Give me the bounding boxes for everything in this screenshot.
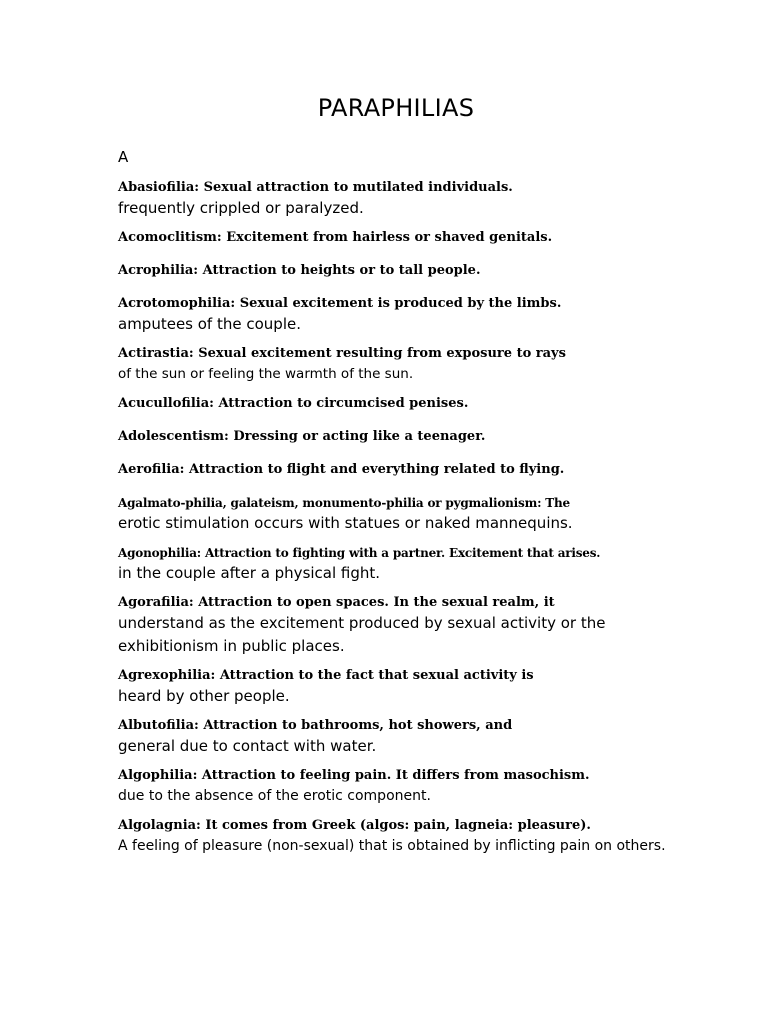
- entry-term: Acrophilia: Attraction to heights or to tall people.: [118, 263, 481, 278]
- entry-term: Actirastia: Sexual excitement resulting from exposure to rays: [118, 346, 566, 361]
- list-item: [118, 395, 718, 413]
- list-item: [118, 179, 718, 220]
- entry-description: understand as the excitement produced by sexual activity or the: [118, 614, 606, 632]
- entry-term: Acucullofilia: Attraction to circumcised penises.: [118, 396, 469, 411]
- entry-term: Aerofilia: Attraction to flight and everything related to flying.: [118, 462, 565, 477]
- entry-list: [118, 179, 718, 867]
- entry-description: frequently crippled or paralyzed.: [118, 199, 364, 217]
- entry-term: Agalmato-philia, galateism, monumento-philia or pygmalionism: The: [118, 496, 570, 510]
- section-letter: A: [118, 148, 129, 166]
- list-item: [118, 667, 718, 708]
- entry-description: due to the absence of the erotic component.: [118, 788, 431, 804]
- entry-description: A feeling of pleasure (non-sexual) that is obtained by inflicting pain on others.: [118, 838, 666, 854]
- list-item: [118, 461, 718, 479]
- entry-term: Albutofilia: Attraction to bathrooms, hot showers, and: [118, 718, 513, 733]
- entry-term: Abasiofilia: Sexual attraction to mutilated individuals.: [118, 180, 513, 195]
- entry-term: Acrotomophilia: Sexual excitement is produced by the limbs.: [118, 296, 562, 311]
- list-item: [118, 229, 718, 247]
- entry-term: Algolagnia: It comes from Greek (algos: pain, lagneia: pleasure).: [118, 818, 591, 833]
- entry-description: of the sun or feeling the warmth of the sun.: [118, 366, 414, 382]
- list-item: [118, 717, 718, 758]
- entry-description: general due to contact with water.: [118, 737, 377, 755]
- entry-term: Agrexophilia: Attraction to the fact that sexual activity is: [118, 668, 534, 683]
- list-item: [118, 594, 718, 658]
- entry-term: Adolescentism: Dressing or acting like a teenager.: [118, 429, 486, 444]
- list-item: [118, 345, 718, 386]
- list-item: [118, 262, 718, 280]
- entry-description-continued: exhibitionism in public places.: [118, 637, 345, 655]
- list-item: [118, 544, 718, 585]
- entry-term: Acomoclitism: Excitement from hairless or shaved genitals.: [118, 230, 553, 245]
- entry-term: Agorafilia: Attraction to open spaces. In the sexual realm, it: [118, 595, 555, 610]
- entry-description: amputees of the couple.: [118, 315, 301, 333]
- list-item: [118, 494, 718, 535]
- document-title: PARAPHILIAS: [317, 94, 475, 122]
- entry-description: erotic stimulation occurs with statues or naked mannequins.: [118, 514, 573, 532]
- list-item: [118, 428, 718, 446]
- list-item: [118, 767, 718, 808]
- entry-description: heard by other people.: [118, 687, 290, 705]
- list-item: [118, 817, 718, 858]
- list-item: [118, 295, 718, 336]
- entry-description: in the couple after a physical fight.: [118, 564, 381, 582]
- entry-term: Agonophilia: Attraction to fighting with a partner. Excitement that arises.: [118, 546, 601, 560]
- entry-term: Algophilia: Attraction to feeling pain. It differs from masochism.: [118, 768, 590, 783]
